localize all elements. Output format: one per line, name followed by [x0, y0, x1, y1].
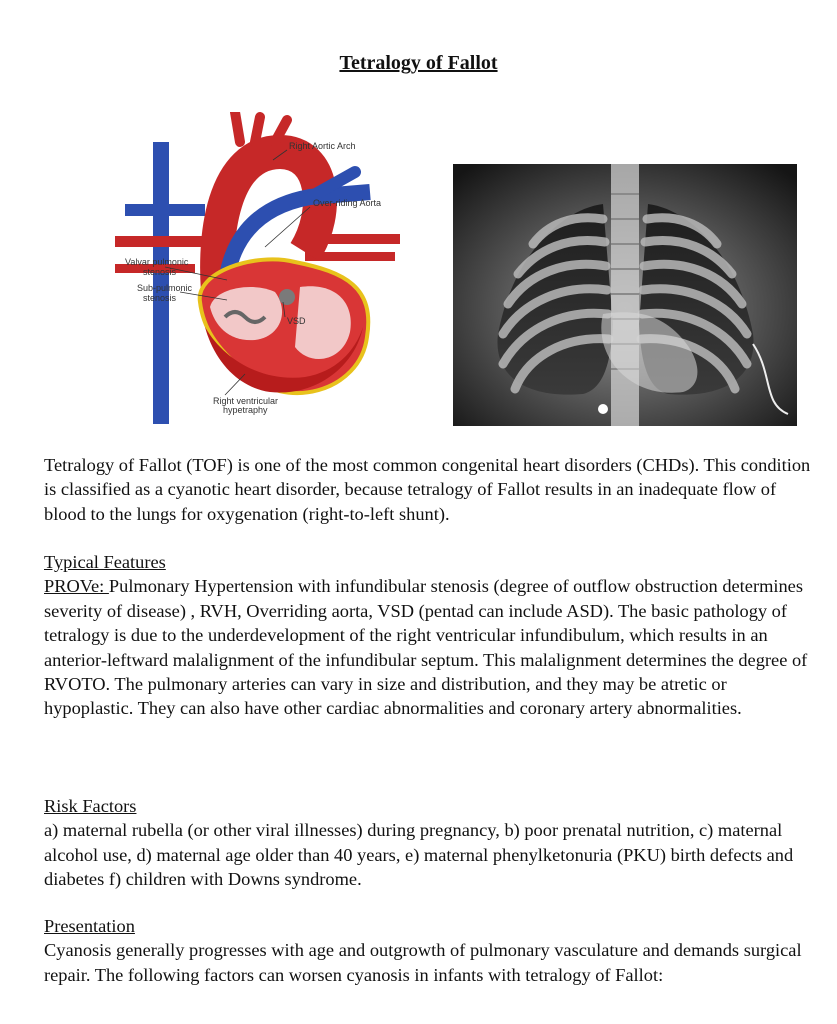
- label-valvar-1: Valvar pulmonic: [125, 257, 189, 267]
- label-rvh-1: Right ventricular: [213, 396, 279, 406]
- label-subpulm-1: Sub-pulmonic: [137, 283, 193, 293]
- typical-features-body: Pulmonary Hypertension with infundibular stenosis (degree of outflow obstruction determines severity of disease) , RVH, Overriding aorta, VSD (pentad can include ASD). The basic pathology of tetralogy is due to the underdevelopment of the right ventricular infundibulum, which results in an anterior-leftward malalignment of the infundibular septum. This malalignment determines the degree of RVOTO. The pulmonary arteries can vary in size and distribution, and they may be atretic or hypoplastic. They can also have other cardiac abnormalities and coronary artery abnormalities.: [44, 576, 808, 719]
- label-rvh-2: hypetraphy: [223, 405, 268, 415]
- label-vsd: VSD: [287, 316, 306, 326]
- label-valvar-2: stenosis: [143, 267, 177, 277]
- presentation-heading: Presentation: [44, 916, 135, 936]
- heart-diagram: [105, 112, 410, 424]
- presentation-body: Cyanosis generally progresses with age and outgrowth of pulmonary vasculature and demands surgical repair. The following factors can worsen cyanosis in infants with tetralogy of Fallot:: [44, 940, 802, 985]
- risk-factors-heading: Risk Factors: [44, 796, 137, 816]
- risk-factors-body: a) maternal rubella (or other viral illnesses) during pregnancy, b) poor prenatal nutrition, c) maternal alcohol use, d) maternal age older than 40 years, e) maternal phenylketonuria (PKU) birth defects and diabetes f) children with Downs syndrome.: [44, 820, 794, 890]
- intro-paragraph: [44, 453, 814, 526]
- label-overriding-aorta: Over-riding Aorta: [313, 198, 382, 208]
- label-right-aortic-arch: Right Aortic Arch: [289, 141, 356, 151]
- presentation-section: [44, 914, 814, 987]
- risk-factors-section: [44, 794, 814, 892]
- prove-label: PROVe:: [44, 576, 109, 597]
- intro-text: Tetralogy of Fallot (TOF) is one of the most common congenital heart disorders (CHDs). This condition is classified as a cyanotic heart disorder, because tetralogy of Fallot results in an inadequate flow of blood to the lungs for oxygenation (right-to-left shunt).: [44, 455, 811, 524]
- typical-features-section: [44, 550, 814, 721]
- typical-features-heading: Typical Features: [44, 552, 166, 572]
- page-title: Tetralogy of Fallot: [339, 52, 498, 74]
- chest-xray-image: [453, 164, 797, 426]
- label-subpulm-2: stenosis: [143, 293, 177, 303]
